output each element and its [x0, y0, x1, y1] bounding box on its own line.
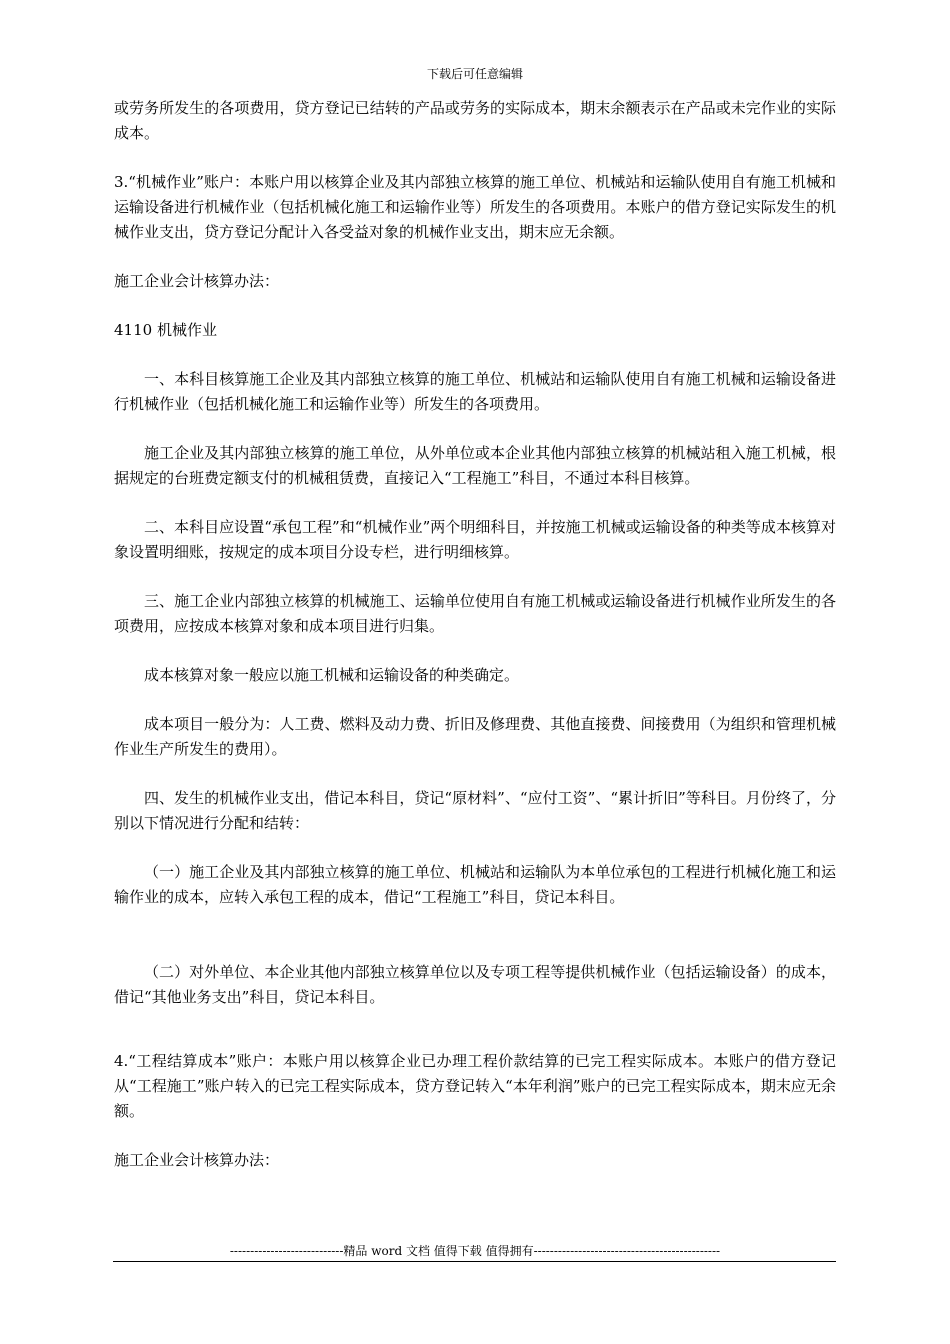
paragraph-settlement-cost-account: 4.“工程结算成本”账户：本账户用以核算企业已办理工程价款结算的已完工程实际成本。本账户的借方登记从“工程施工”账户转入的已完工程实际成本，贷方登记转入“本年利润”账户的已完工程实际成本，期末应无余额。	[114, 1052, 836, 1120]
paragraph-cost-items: 成本项目一般分为：人工费、燃料及动力费、折旧及修理费、其他直接费、间接费用（为组织和管理机械作业生产所发生的费用）。	[114, 715, 836, 758]
document-body	[114, 96, 836, 1197]
paragraph-item-3: 三、施工企业内部独立核算的机械施工、运输单位使用自有施工机械或运输设备进行机械作业所发生的各项费用，应按成本核算对象和成本项目进行归集。	[114, 592, 836, 635]
paragraph-item-4: 四、发生的机械作业支出，借记本科目，贷记“原材料”、“应付工资”、“累计折旧”等科目。月份终了，分别以下情况进行分配和结转：	[114, 789, 836, 832]
paragraph-continuation: 或劳务所发生的各项费用，贷方登记已结转的产品或劳务的实际成本，期末余额表示在产品或未完作业的实际成本。	[114, 99, 836, 142]
paragraph-method-heading: 施工企业会计核算办法：	[114, 272, 280, 290]
page-footer: ----------------------------精品 word 文档 值得下载 值得拥有----------------------------------------------	[229, 1244, 721, 1258]
paragraph-machine-work-account: 3.“机械作业”账户：本账户用以核算企业及其内部独立核算的施工单位、机械站和运输队使用自有施工机械和运输设备进行机械作业（包括机械化施工和运输作业等）所发生的各项费用。本账户的借方登记实际发生的机械作业支出，贷方登记分配计入各受益对象的机械作业支出，期末应无余额。	[114, 173, 836, 241]
page-header: 下载后可任意编辑	[426, 67, 523, 81]
paragraph-cost-object: 成本核算对象一般应以施工机械和运输设备的种类确定。	[144, 666, 520, 684]
paragraph-item-1: 一、本科目核算施工企业及其内部独立核算的施工单位、机械站和运输队使用自有施工机械和运输设备进行机械作业（包括机械化施工和运输作业等）所发生的各项费用。	[114, 370, 836, 413]
paragraph-item-2: 二、本科目应设置“承包工程”和“机械作业”两个明细科目，并按施工机械或运输设备的种类等成本核算对象设置明细账，按规定的成本项目分设专栏，进行明细核算。	[114, 518, 836, 561]
paragraph-account-code: 4110 机械作业	[114, 321, 217, 339]
paragraph-method-heading-2: 施工企业会计核算办法：	[114, 1151, 280, 1169]
footer-divider	[113, 1261, 836, 1262]
paragraph-item-1-rental: 施工企业及其内部独立核算的施工单位，从外单位或本企业其他内部独立核算的机械站租入施工机械，根据规定的台班费定额支付的机械租赁费，直接记入“工程施工”科目，不通过本科目核算。	[114, 444, 836, 487]
paragraph-item-4-sub-1: （一）施工企业及其内部独立核算的施工单位、机械站和运输队为本单位承包的工程进行机械化施工和运输作业的成本，应转入承包工程的成本，借记“工程施工”科目，贷记本科目。	[114, 863, 836, 906]
paragraph-item-4-sub-2: （二）对外单位、本企业其他内部独立核算单位以及专项工程等提供机械作业（包括运输设备）的成本，借记“其他业务支出”科目，贷记本科目。	[114, 963, 836, 1006]
